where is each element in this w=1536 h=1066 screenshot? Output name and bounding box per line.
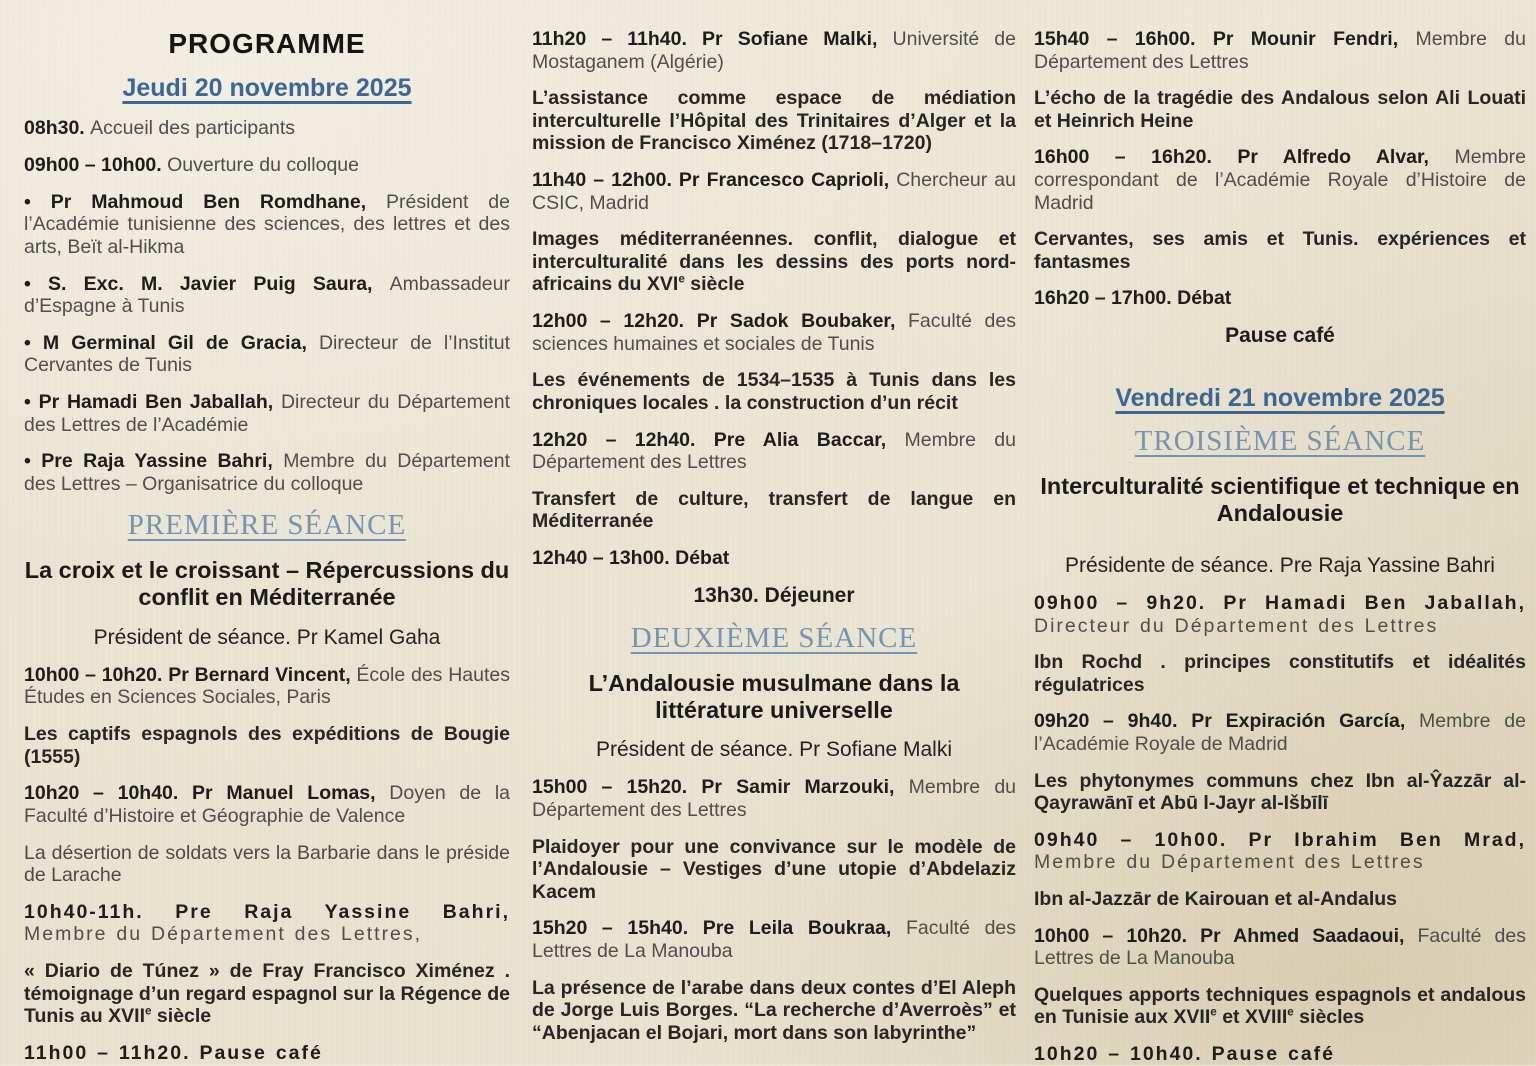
- time-label: 15h20 – 15h40.: [532, 917, 703, 940]
- time-label: 10h00 – 10h20.: [24, 663, 169, 686]
- text: 13h30. Déjeuner: [693, 583, 855, 607]
- time-label: .: [79, 117, 91, 140]
- talk-title: [1034, 888, 1526, 911]
- time-label: .: [156, 154, 168, 177]
- seance-heading: [532, 622, 1016, 656]
- talk-title: [1034, 770, 1526, 815]
- schedule-entry: [24, 1042, 510, 1065]
- time-label: 10h20 – 10h40.: [1034, 1043, 1212, 1066]
- speaker-name: Pr Expiración García,: [1191, 710, 1420, 733]
- time-label: 09h40 – 10h00.: [1034, 828, 1249, 851]
- text: Vendredi 21 novembre 2025: [1115, 384, 1445, 413]
- time-label: 12h00 – 12h20.: [532, 310, 697, 333]
- text: Quelques apports techniques espagnols et andalous en Tunisie aux XVII: [1034, 983, 1526, 1029]
- schedule-entry: [1034, 925, 1526, 970]
- affiliation: Membre du Département des Lettres: [532, 428, 1017, 474]
- speaker-name: Pr Bernard Vincent,: [168, 663, 357, 686]
- talk-title: [532, 977, 1016, 1045]
- session-title: [24, 557, 510, 612]
- superscript: e: [145, 1004, 152, 1018]
- text: PREMIÈRE SÉANCE: [127, 509, 407, 542]
- speaker-name: Pause café: [1211, 1043, 1336, 1066]
- speaker-name: Pr Francesco Caprioli,: [678, 169, 897, 192]
- affiliation: Membre du Département des Lettres – Organisatrice du colloque: [24, 450, 510, 495]
- programme-column-day2: [1034, 28, 1526, 1065]
- speaker-name: Pr Samir Marzouki,: [701, 776, 909, 799]
- schedule-entry: [532, 429, 1016, 474]
- text: Jeudi 20 novembre 2025: [122, 74, 412, 103]
- affiliation: Membre du Département des Lettres: [532, 776, 1017, 822]
- schedule-entry: [532, 547, 1016, 570]
- schedule-entry: [24, 450, 510, 495]
- day-heading: [1034, 384, 1526, 413]
- schedule-entry-centered: [1034, 324, 1526, 348]
- schedule-entry: [532, 917, 1016, 962]
- text: Pause café: [1225, 324, 1335, 348]
- speaker-name: Pr Sadok Boubaker,: [696, 310, 908, 333]
- programme-column-day1-left: [24, 28, 510, 1065]
- programme-title: [24, 28, 510, 60]
- schedule-entry: [24, 901, 510, 946]
- affiliation: Président de l’Académie tunisienne des sciences, des lettres et des arts, Beït al-Hikma: [24, 190, 510, 258]
- speaker-name: • Pr Hamadi Ben Jaballah,: [24, 390, 281, 413]
- affiliation: Doyen de la Faculté d’Histoire et Géographie de Valence: [24, 782, 510, 827]
- talk-title: [532, 87, 1016, 155]
- speaker-name: Pr Mounir Fendri,: [1212, 28, 1416, 50]
- text: Les phytonymes communs chez Ibn al-Ŷazzār al-Qayrawānī et Abū l-Jayr al-Išbīlī: [1034, 769, 1526, 815]
- speaker-name: • S. Exc. M. Javier Puig Saura,: [24, 272, 390, 295]
- schedule-entry: [24, 782, 510, 827]
- time-label: 09h00 – 10h00: [24, 154, 157, 177]
- superscript: e: [678, 272, 685, 286]
- time-label: 12h20 – 12h40.: [532, 428, 714, 451]
- affiliation: Membre du Département des Lettres: [1034, 851, 1425, 874]
- affiliation: Faculté des sciences humaines et sociales de Tunis: [532, 310, 1016, 355]
- text: PROGRAMME: [168, 28, 366, 59]
- affiliation: Directeur du Département des Lettres de l’Académie: [24, 390, 510, 436]
- schedule-entry: [1034, 829, 1526, 874]
- time-label: 09h00 – 9h20.: [1034, 591, 1224, 614]
- speaker-name: Débat: [675, 546, 730, 569]
- affiliation: Membre de l’Académie Royale de Madrid: [1034, 710, 1526, 755]
- text: La croix et le croissant – Répercussions du conflit en Méditerranée: [24, 557, 510, 611]
- speaker-name: Pr Manuel Lomas,: [192, 782, 390, 805]
- schedule-entry: [1034, 592, 1526, 637]
- schedule-entry: [24, 664, 510, 709]
- text: « Diario de Túnez » de Fray Francisco Ximénez . témoignage d’un regard espagnol sur la Régence de Tunis au XVII: [24, 959, 510, 1028]
- affiliation: Ambassadeur d’Espagne à Tunis: [24, 272, 510, 318]
- schedule-entry: [1034, 146, 1526, 214]
- text: La présence de l’arabe dans deux contes d’El Aleph de Jorge Luis Borges. “La recherche d’Averroès” et “Abenjacan el Bojari, mort dans son labyrinthe”: [532, 976, 1016, 1044]
- time-label: 12h40 – 13h00.: [532, 546, 676, 569]
- speaker-name: • M Germinal Gil de Gracia,: [24, 331, 319, 354]
- text: Plaidoyer pour une convivance sur le modèle de l’Andalousie – Vestiges d’une utopie d’Abdelaziz Kacem: [532, 835, 1016, 903]
- time-label: 15h40 – 16h00.: [1034, 28, 1213, 50]
- affiliation: Directeur de l’Institut Cervantes de Tunis: [24, 331, 510, 377]
- time-label: 16h20 – 17h00.: [1034, 287, 1178, 310]
- time-label: 10h00 – 10h20.: [1034, 924, 1201, 947]
- speaker-name: Pre Alia Baccar,: [713, 428, 905, 451]
- speaker-name: Pr Sofiane Malki,: [702, 28, 893, 50]
- affiliation: Directeur du Département des Lettres: [1034, 614, 1439, 637]
- text: Président de séance. Pr Kamel Gaha: [93, 625, 441, 649]
- superscript: e: [1287, 1005, 1294, 1019]
- talk-title: [532, 488, 1016, 533]
- text: siècles: [1293, 1006, 1365, 1029]
- affiliation: Faculté des Lettres de La Manouba: [1034, 924, 1526, 970]
- talk-title: [1034, 228, 1526, 273]
- time-label: 08h30: [24, 117, 80, 140]
- affiliation: Membre du Département des Lettres: [1034, 28, 1526, 73]
- talk-title: [24, 842, 510, 887]
- text: Présidente de séance. Pre Raja Yassine Bahri: [1065, 553, 1495, 577]
- schedule-entry: [24, 391, 510, 436]
- text: Transfert de culture, transfert de langue en Méditerranée: [532, 487, 1016, 533]
- session-title: [532, 670, 1016, 725]
- text: Images méditerranéennes. conflit, dialogue et interculturalité dans les dessins des ports nord-africains du XVI: [532, 228, 1016, 296]
- talk-title: [24, 960, 510, 1028]
- schedule-entry: [1034, 1043, 1526, 1066]
- seance-heading: [24, 509, 510, 543]
- talk-title: [532, 836, 1016, 904]
- affiliation: École des Hautes Études en Sciences Sociales, Paris: [24, 663, 510, 709]
- session-title: [1034, 473, 1526, 528]
- speaker-name: Pr Hamadi Ben Jaballah,: [1223, 591, 1526, 614]
- talk-title: [1034, 87, 1526, 132]
- time-label: 11h20 – 11h40.: [532, 28, 702, 50]
- time-label: 10h40-11h.: [24, 900, 176, 923]
- text: Président de séance. Pr Sofiane Malki: [595, 738, 953, 762]
- affiliation: Membre du Département des Lettres,: [24, 923, 423, 946]
- schedule-entry: [532, 169, 1016, 214]
- schedule-entry: [1034, 710, 1526, 755]
- text: Ibn Rochd . principes constitutifs et idéalités régulatrices: [1034, 651, 1526, 696]
- time-label: 16h00 – 16h20.: [1034, 146, 1238, 169]
- text: DEUXIÈME SÉANCE: [630, 621, 918, 654]
- seance-heading: [1034, 425, 1526, 459]
- text: Interculturalité scientifique et technique en Andalousie: [1040, 473, 1520, 527]
- text: La désertion de soldats vers la Barbarie dans le préside de Larache: [24, 841, 510, 887]
- text: Cervantes, ses amis et Tunis. expériences et fantasmes: [1034, 228, 1526, 273]
- affiliation: Accueil des participants: [90, 117, 295, 140]
- text: L’écho de la tragédie des Andalous selon Ali Louati et Heinrich Heine: [1034, 87, 1526, 132]
- speaker-name: Débat: [1177, 287, 1232, 310]
- affiliation: Faculté des Lettres de La Manouba: [532, 917, 1017, 963]
- text: Les captifs espagnols des expéditions de Bougie (1555): [24, 723, 510, 768]
- text: Les événements de 1534–1535 à Tunis dans les chroniques locales . la construction d’un récit: [532, 369, 1016, 414]
- text: L’Andalousie musulmane dans la littérature universelle: [588, 669, 960, 723]
- superscript: e: [1210, 1005, 1217, 1019]
- affiliation: Université de Mostaganem (Algérie): [532, 28, 1016, 73]
- text: Ibn al-Jazzār de Kairouan et al-Andalus: [1034, 888, 1397, 911]
- talk-title: [1034, 651, 1526, 696]
- schedule-entry: [24, 332, 510, 377]
- programme-column-day1-right: [532, 28, 1016, 1065]
- chair-line: [1034, 554, 1526, 578]
- text: et XVIII: [1216, 1006, 1288, 1029]
- schedule-entry: [24, 273, 510, 318]
- schedule-entry: [1034, 287, 1526, 310]
- speaker-name: Pre Leila Boukraa,: [702, 917, 906, 940]
- schedule-entry: [532, 310, 1016, 355]
- talk-title: [24, 723, 510, 768]
- schedule-entry: [532, 28, 1016, 73]
- talk-title: [532, 228, 1016, 296]
- speaker-name: Pre Raja Yassine Bahri,: [175, 900, 510, 923]
- speaker-name: Pause café: [199, 1041, 323, 1064]
- speaker-name: Pr Ahmed Saadaoui,: [1200, 924, 1418, 947]
- speaker-name: Pr Alfredo Alvar,: [1237, 146, 1455, 169]
- schedule-entry-centered: [532, 584, 1016, 608]
- schedule-entry: [24, 154, 510, 177]
- time-label: 11h00 – 11h20.: [24, 1041, 200, 1064]
- schedule-entry: [24, 117, 510, 140]
- speaker-name: • Pr Mahmoud Ben Romdhane,: [24, 190, 387, 213]
- talk-title: [1034, 984, 1526, 1029]
- schedule-entry: [532, 776, 1016, 821]
- text: siècle: [151, 1005, 212, 1028]
- text: TROISIÈME SÉANCE: [1134, 425, 1426, 458]
- affiliation: Ouverture du colloque: [167, 154, 359, 177]
- schedule-entry: [1034, 28, 1526, 73]
- schedule-entry: [24, 191, 510, 259]
- affiliation: Chercheur au CSIC, Madrid: [532, 169, 1017, 214]
- text: siècle: [684, 273, 745, 296]
- text: L’assistance comme espace de médiation interculturelle l’Hôpital des Trinitaires d’Alger et la mission de Francisco Ximénez (1718–1720): [532, 87, 1016, 155]
- day-heading: [24, 74, 510, 103]
- talk-title: [532, 369, 1016, 414]
- affiliation: Membre correspondant de l’Académie Royale d’Histoire de Madrid: [1034, 146, 1526, 214]
- speaker-name: Pr Ibrahim Ben Mrad,: [1248, 828, 1526, 851]
- chair-line: [24, 626, 510, 650]
- time-label: 10h20 – 10h40.: [24, 782, 193, 805]
- chair-line: [532, 738, 1016, 762]
- time-label: 09h20 – 9h40.: [1034, 710, 1192, 733]
- speaker-name: • Pre Raja Yassine Bahri,: [24, 450, 284, 473]
- time-label: 11h40 – 12h00.: [532, 169, 679, 192]
- time-label: 15h00 – 15h20.: [532, 776, 702, 799]
